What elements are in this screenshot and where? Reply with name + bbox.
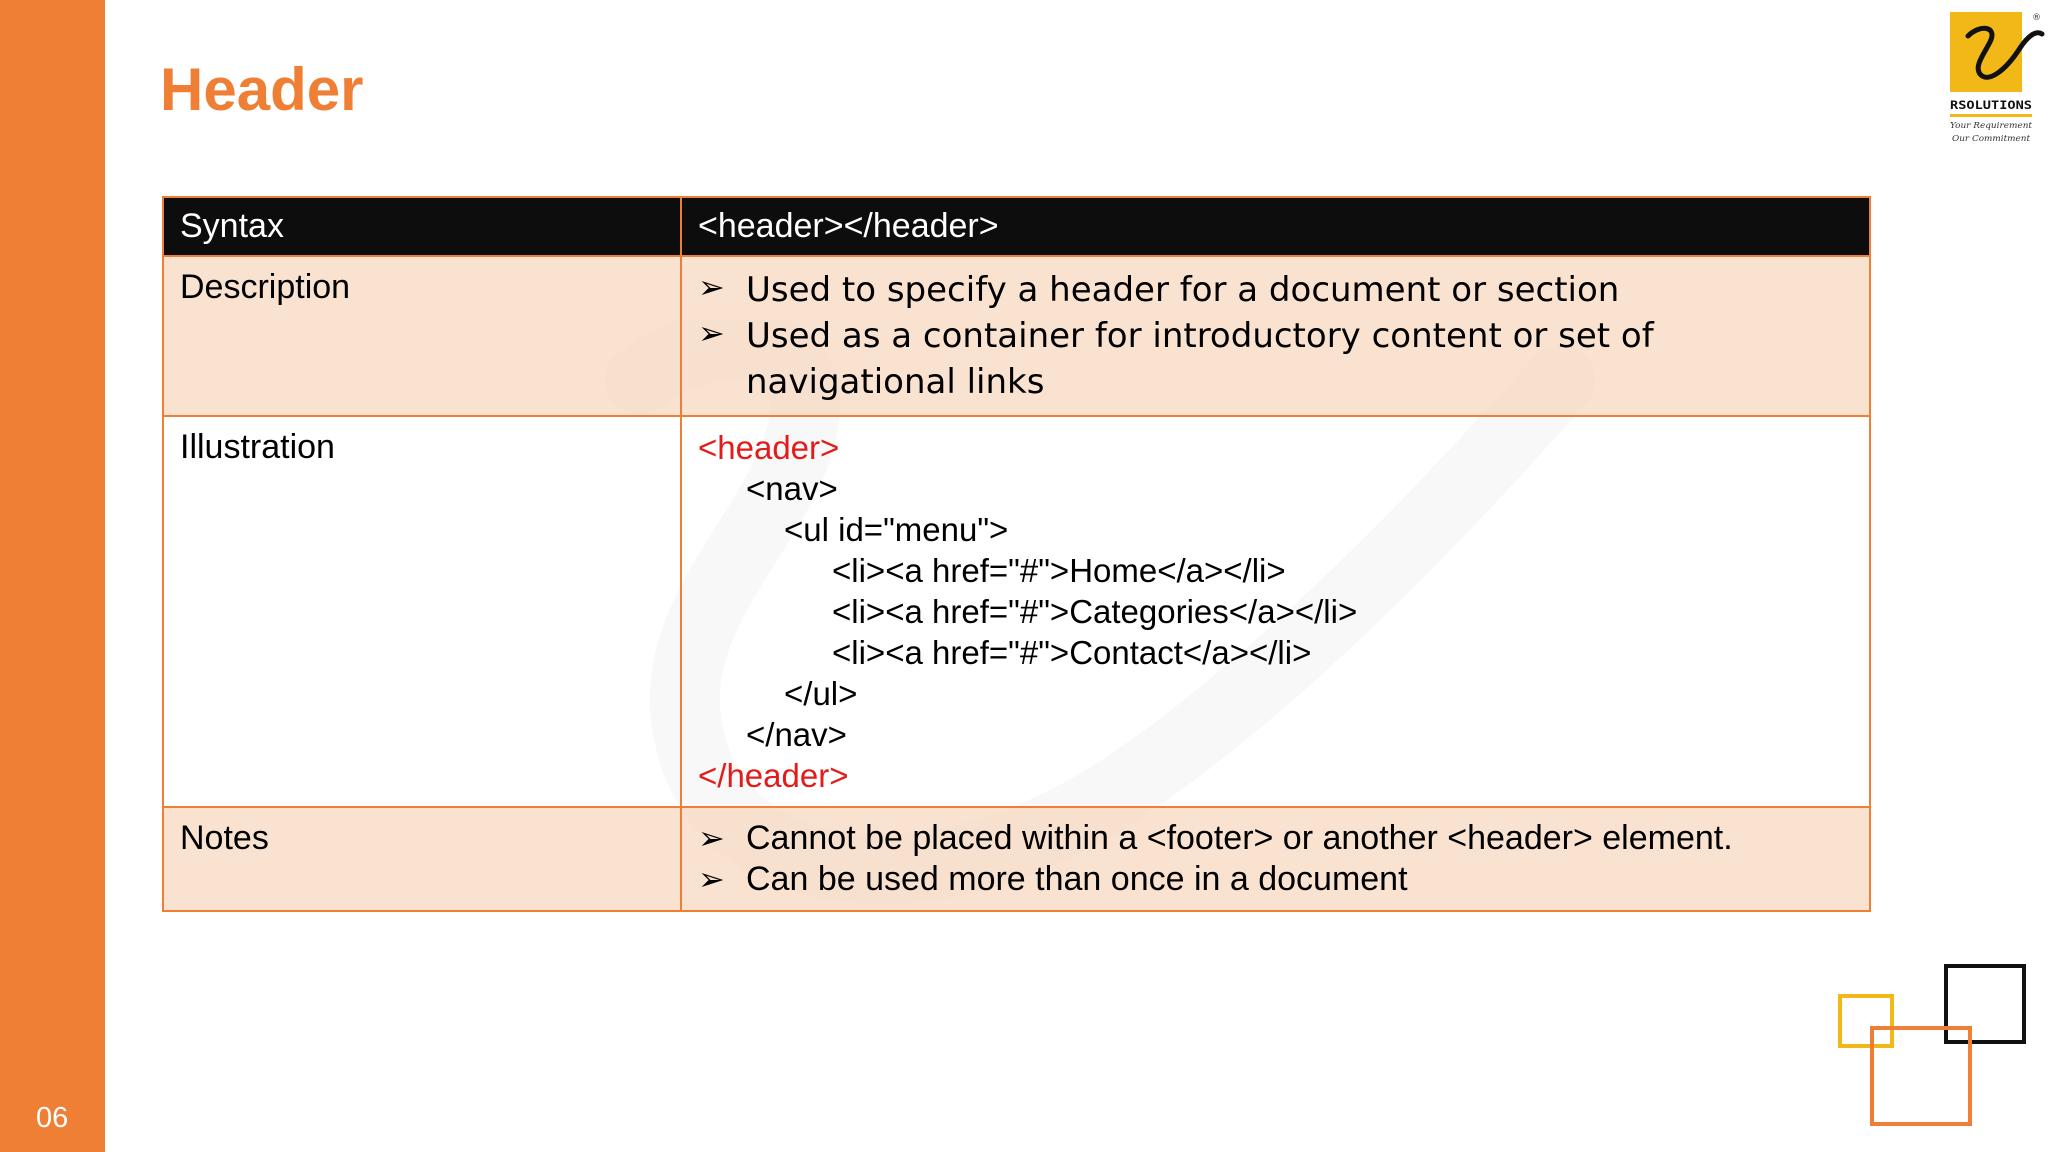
logo-tagline-2: Our Commitment xyxy=(1952,134,2031,143)
code-line: <li><a href="#">Home</a></li> xyxy=(832,552,1286,589)
code-line: <header> xyxy=(698,429,840,466)
arrow-bullet-icon: ➢ xyxy=(698,314,725,352)
notes-label: Notes xyxy=(163,807,681,911)
table-row-syntax xyxy=(163,197,1870,256)
table-row-description xyxy=(163,256,1870,416)
list-item xyxy=(698,859,1853,900)
black-square xyxy=(1946,966,2024,1042)
header-spec-table xyxy=(162,196,1871,912)
arrow-bullet-icon: ➢ xyxy=(698,820,725,856)
code-line: </nav> xyxy=(746,716,847,753)
registered-mark: ® xyxy=(2032,13,2041,23)
illustration-label: Illustration xyxy=(163,416,681,807)
list-item xyxy=(698,313,1853,405)
decorative-squares xyxy=(1830,960,2030,1140)
syntax-value: <header></header> xyxy=(681,197,1870,256)
page-number: 06 xyxy=(36,1102,69,1134)
company-logo xyxy=(1946,8,2046,148)
logo-brand-text: RSOLUTIONS xyxy=(1950,98,2033,112)
notes-cell xyxy=(681,807,1870,911)
arrow-bullet-icon: ➢ xyxy=(698,861,725,897)
table-row-illustration xyxy=(163,416,1870,807)
code-line: </header> xyxy=(698,757,849,794)
list-item xyxy=(698,818,1853,859)
code-line: <ul id="menu"> xyxy=(784,511,1009,548)
description-label: Description xyxy=(163,256,681,416)
description-item: Used to specify a header for a document or section xyxy=(746,270,1620,310)
code-line: <nav> xyxy=(746,470,838,507)
slide-title: Header xyxy=(160,56,364,123)
notes-item: Can be used more than once in a document xyxy=(746,860,1408,898)
syntax-label: Syntax xyxy=(163,197,681,256)
logo-tagline-1: Your Requirement xyxy=(1950,121,2033,130)
code-line: <li><a href="#">Categories</a></li> xyxy=(832,593,1358,630)
list-item xyxy=(698,267,1853,313)
description-cell xyxy=(681,256,1870,416)
left-sidebar-band xyxy=(0,0,105,1152)
illustration-code xyxy=(681,416,1870,807)
description-item: Used as a container for introductory content or set of navigational links xyxy=(746,316,1654,402)
arrow-bullet-icon: ➢ xyxy=(698,268,725,306)
yellow-square xyxy=(1840,996,1892,1046)
notes-list xyxy=(698,818,1853,900)
code-line: <li><a href="#">Contact</a></li> xyxy=(832,634,1312,671)
description-list xyxy=(698,267,1853,405)
code-line: </ul> xyxy=(784,675,858,712)
notes-item: Cannot be placed within a <footer> or another <header> element. xyxy=(746,819,1733,857)
table-row-notes xyxy=(163,807,1870,911)
